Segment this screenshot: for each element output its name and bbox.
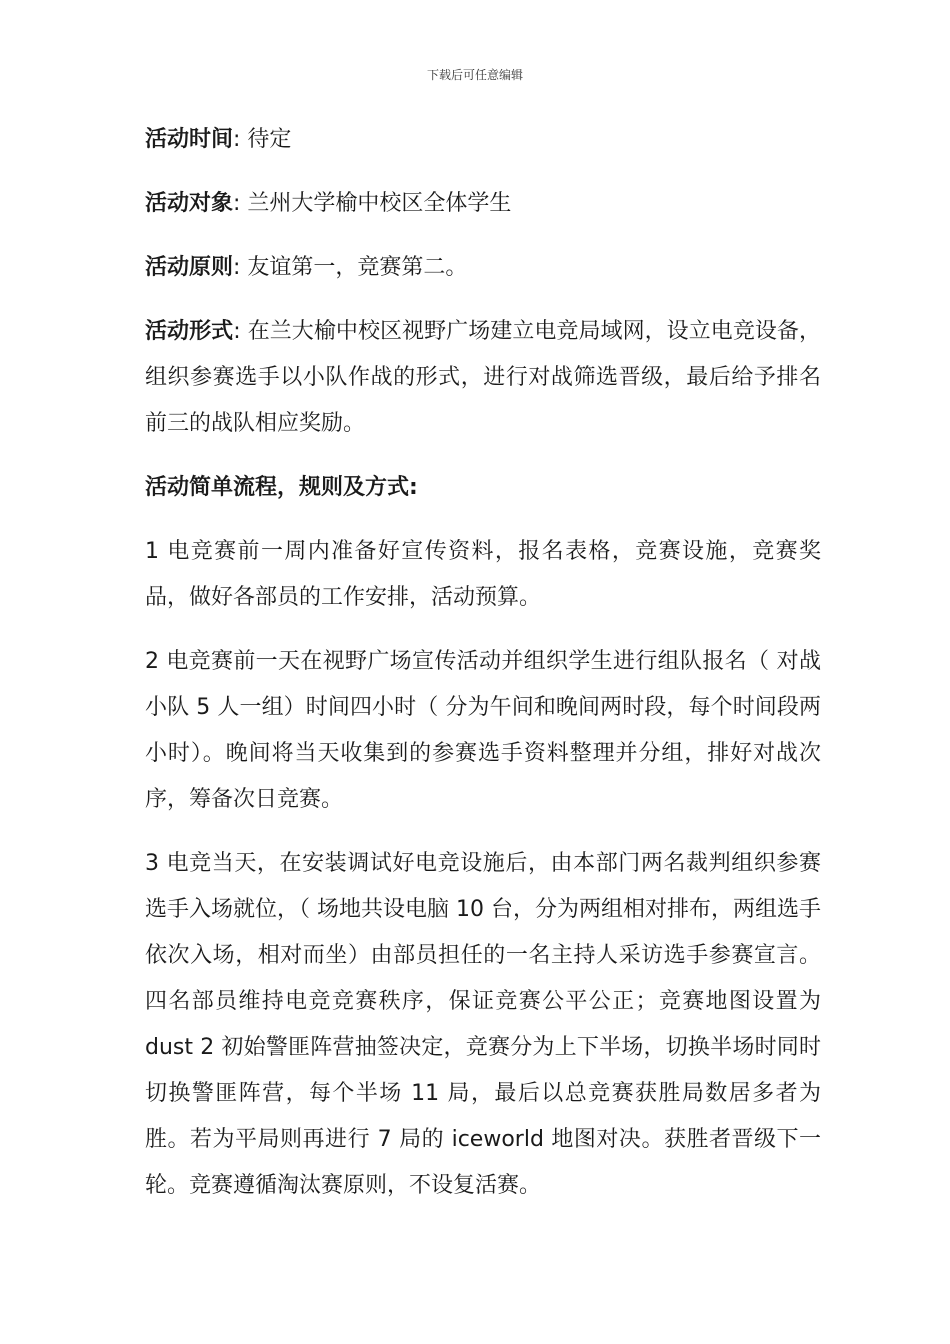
field-separator: : xyxy=(233,127,248,152)
field-value: 待定 xyxy=(247,127,292,152)
field-label: 活动对象 xyxy=(145,191,234,216)
field-value: 友谊第一，竞赛第二。 xyxy=(247,255,468,280)
step-item: 2 电竞赛前一天在视野广场宣传活动并组织学生进行组队报名（ 对战小队 5 人一组）时间四小时（ 分为午间和晚间两时段，每个时间段两小时）。晚间将当天收集到的参赛选手资料整理并分组，排好对战次序，筹备次日竞赛。 xyxy=(145,649,821,812)
document-body xyxy=(145,117,821,1227)
section-heading: 活动简单流程，规则及方式: xyxy=(145,475,418,500)
field-label: 活动时间 xyxy=(145,127,234,152)
field-separator: : xyxy=(233,319,248,344)
step-item: 3 电竞当天，在安装调试好电竞设施后，由本部门两名裁判组织参赛选手入场就位，（ 场地共设电脑 10 台，分为两组相对排布，两组选手依次入场，相对而坐）由部员担任的一名主持人采访选手参赛宣言。四名部员维持电竞竞赛秩序，保证竞赛公平公正；竞赛地图设置为 dust 2 初始警匪阵营抽签决定，竞赛分为上下半场，切换半场时同时切换警匪阵营，每个半场 11 局，最后以总竞赛获胜局数居多者为胜。若为平局则再进行 7 局的 iceworld 地图对决。获胜者晋级下一轮。竞赛遵循淘汰赛原则，不设复活赛。 xyxy=(145,851,821,1198)
field-activity-audience xyxy=(145,181,821,227)
field-label: 活动形式 xyxy=(145,319,234,344)
field-value: 兰州大学榆中校区全体学生 xyxy=(247,191,512,216)
field-label: 活动原则 xyxy=(145,255,234,280)
page-header-note: 下载后可任意编辑 xyxy=(426,68,523,82)
step-item: 1 电竞赛前一周内准备好宣传资料，报名表格，竞赛设施，竞赛奖品，做好各部员的工作安排，活动预算。 xyxy=(145,539,821,610)
field-value: 在兰大榆中校区视野广场建立电竞局域网，设立电竞设备，组织参赛选手以小队作战的形式，进行对战筛选晋级，最后给予排名前三的战队相应奖励。 xyxy=(145,319,821,436)
field-activity-principle xyxy=(145,245,821,291)
field-activity-format xyxy=(145,309,821,447)
field-separator: : xyxy=(233,191,248,216)
field-separator: : xyxy=(233,255,248,280)
field-activity-time xyxy=(145,117,821,163)
